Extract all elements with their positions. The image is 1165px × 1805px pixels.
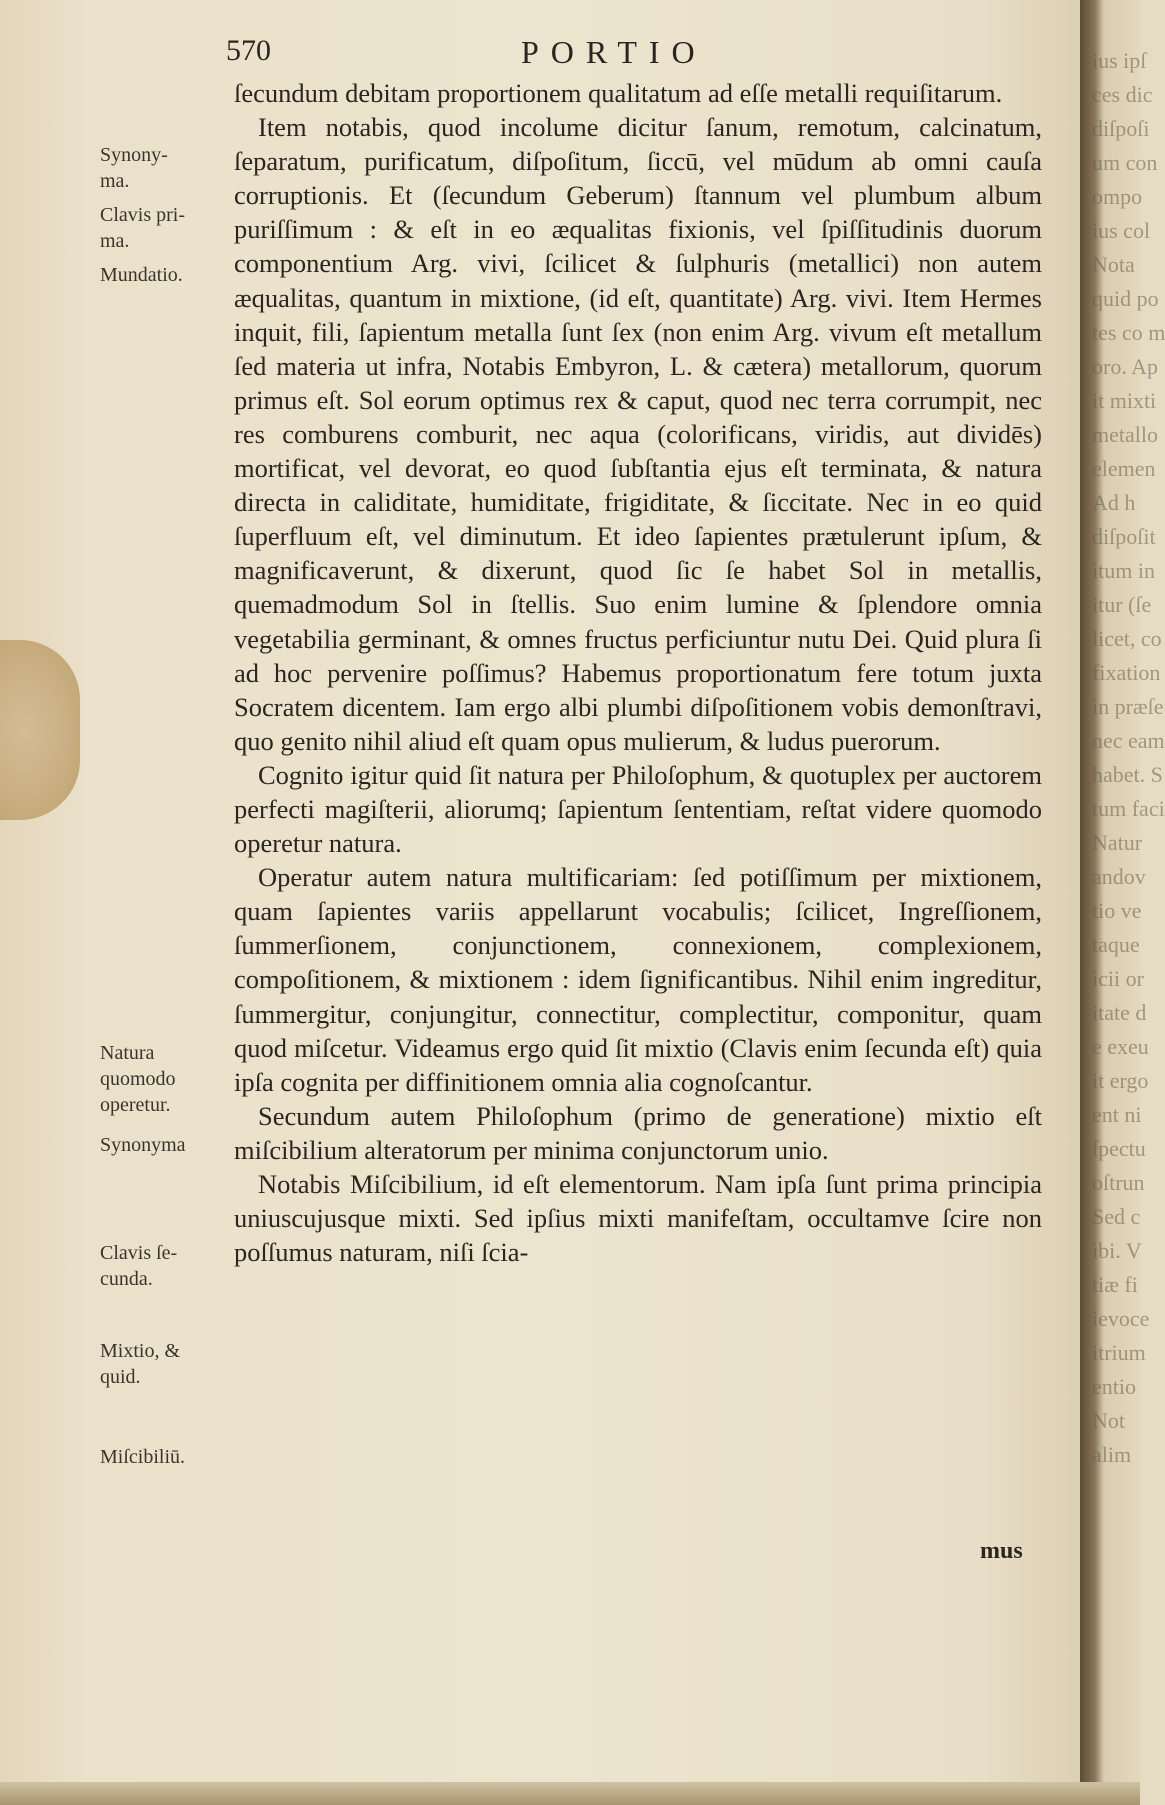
- facing-page-fragment: entio: [1092, 1374, 1136, 1399]
- facing-page-fragment: itum in: [1092, 558, 1155, 583]
- running-head: PORTIO: [521, 34, 707, 70]
- facing-page-fragment: ompo: [1092, 184, 1143, 209]
- facing-page-fragment: nec eam: [1092, 728, 1165, 753]
- facing-page-fragment: oſtrun: [1092, 1170, 1145, 1195]
- body-text: [234, 76, 1042, 1269]
- facing-page-fragment: ius ipſ: [1092, 48, 1147, 73]
- facing-page-fragment: quid po: [1092, 286, 1159, 311]
- paragraph: ſecundum debitam proportionem qualitatum ad eſſe metalli requiſitarum.: [234, 78, 1003, 108]
- margin-note: Synonyma: [100, 1134, 186, 1156]
- facing-page-fragment: oro. Ap: [1092, 354, 1158, 379]
- margin-note: Clavis pri- ma.: [100, 204, 185, 252]
- facing-page-fragment: Natur: [1092, 830, 1143, 855]
- facing-page-fragment: tiæ fi: [1092, 1272, 1138, 1297]
- paragraph: Cognito igitur quid ſit natura per Philoſophum, & quotuplex per auctorem perfecti magiſterii, aliorumq; ſapientum ſententiam, reſtat videre quomodo operetur natura.: [234, 759, 1042, 859]
- facing-page-fragment: Not: [1092, 1408, 1125, 1433]
- facing-page-fragment: habet. S: [1092, 762, 1163, 787]
- page-bottom-edge: [0, 1782, 1140, 1805]
- facing-page-fragment: ibi. V: [1092, 1238, 1142, 1263]
- facing-page-fragment: tum faci: [1092, 796, 1165, 821]
- facing-page-fragment: alim: [1092, 1442, 1132, 1467]
- facing-page-fragment: Nota: [1092, 252, 1135, 277]
- facing-page-fragment: andov: [1092, 864, 1146, 889]
- facing-page-fragment: it ergo: [1092, 1068, 1149, 1093]
- facing-page-fragment: taque: [1092, 932, 1140, 957]
- facing-page-fragment: in præſe: [1092, 694, 1164, 719]
- margin-note: Miſcibiliū.: [100, 1446, 185, 1468]
- facing-page-fragment: tio ve: [1092, 898, 1142, 923]
- facing-page-fragment: elemen: [1092, 456, 1156, 481]
- margin-note: Mixtio, & quid.: [100, 1340, 181, 1388]
- facing-page-fragment: icii or: [1092, 966, 1144, 991]
- facing-page-edge: [1080, 0, 1165, 1805]
- facing-page-fragment: ent ni: [1092, 1102, 1142, 1127]
- facing-page-fragment: e exeu: [1092, 1034, 1149, 1059]
- paragraph: Notabis Miſcibilium, id eſt elementorum. Nam ipſa ſunt prima principia uniuscujusque mixti. Sed ipſius mixti manifeſtam, occultamve ſcire non poſſumus naturam, niſi ſcia-: [234, 1169, 1042, 1268]
- facing-page-fragment: diſpoſi: [1092, 116, 1150, 141]
- facing-page-fragment: fixation: [1092, 660, 1161, 685]
- page-header: [226, 34, 1046, 74]
- facing-page-fragment: itate d: [1092, 1000, 1147, 1025]
- paragraph: Operatur autem natura multificariam: ſed potiſſimum per mixtionem, quam ſapientes variis appellarunt vocabulis; ſcilicet, Ingreſſionem, ſummerſionem, conjunctionem, connexionem, complexionem, compoſitionem, & mixtionem : idem ſignificantibus. Nihil enim ingreditur, ſummergitur, conjungitur, connectitur, complectitur, componitur, quam quod miſcetur. Videamus ergo quid ſit mixtio (Clavis enim ſecunda eſt) quia ipſa cognita per diffinitionem omnia alia cognoſcantur.: [234, 862, 1042, 1097]
- facing-page-fragment: diſpoſit: [1092, 524, 1156, 549]
- facing-page-fragment: ievoce: [1092, 1306, 1150, 1331]
- facing-page-fragment: Sed c: [1092, 1204, 1141, 1229]
- margin-note: Mundatio.: [100, 264, 183, 286]
- paragraph: Secundum autem Philoſophum (primo de generatione) mixtio eſt miſcibilium alteratorum per minima conjunctorum unio.: [234, 1100, 1042, 1165]
- margin-note: Clavis ſe- cunda.: [100, 1242, 178, 1290]
- facing-page-fragment: um con: [1092, 150, 1158, 175]
- facing-page-fragment: it mixti: [1092, 388, 1157, 413]
- paragraph: Item notabis, quod incolume dicitur ſanum, remotum, calcinatum, ſeparatum, purificatum, diſpoſitum, ſiccū, vel mūdum ab omni cauſa corruptionis. Et (ſecundum Geberum) ſtannum vel plumbum album puriſſimum : & eſt in eo æqualitas fixionis, vel ſpiſſitudinis duorum componentium Arg. vivi, ſcilicet & ſulphuris (metallici) non autem æqualitas, quantum in mixtione, (id eſt, quantitate) Arg. vivi. Item Hermes inquit, fili, ſapientum metalla ſunt ſex (non enim Arg. vivum eſt metallum ſed materia ut infra, Notabis Embyron, L. & cætera) metallorum, quorum primus eſt. Sol eorum optimus rex & caput, quod nec terra corrumpit, nec res comburens comburit, nec aqua (colorificans, viridis, aut dividēs) mortificat, vel devorat, eo quod ſubſtantia ejus eſt terminata, & natura directa in caliditate, humiditate, frigiditate, & ſiccitate. Nec in eo quid ſuperfluum eſt, vel diminutum. Et ideo ſapientes prætulerunt ipſum, & magnificaverunt, & dixerunt, quod ſic ſe habet Sol in metallis, quemadmodum Sol in ſtellis. Suo enim lumine & ſplendore omnia vegetabilia germinant, & omnes fructus perficiuntur nutu Dei. Quid plura ſi ad hoc pervenire poſſimus? Habemus proportionatum fere totum juxta Socratem dicentem. Iam ergo albi plumbi diſpoſitionem vobis demonſtravi, quo genito nihil aliud eſt quam opus mulierum, & ludus puerorum.: [234, 112, 1042, 756]
- facing-page-fragment: Ad h: [1092, 490, 1136, 515]
- facing-page-fragment: ſpectu: [1092, 1136, 1146, 1161]
- paper-tab: [0, 640, 80, 820]
- facing-page-fragment: tes co m: [1092, 320, 1165, 345]
- margin-note: Natura quomodo operetur.: [100, 1042, 176, 1116]
- catchword: mus: [980, 1538, 1023, 1564]
- margin-note: Synony- ma.: [100, 144, 168, 192]
- facing-page-fragment: licet, co: [1092, 626, 1162, 651]
- facing-page-fragment: itrium: [1092, 1340, 1146, 1365]
- facing-page-fragment: ces dic: [1092, 82, 1153, 107]
- facing-page-fragment: itur (ſe: [1092, 592, 1152, 617]
- facing-page-fragment: metallo: [1092, 422, 1158, 447]
- facing-page-fragment: ius col: [1092, 218, 1151, 243]
- page-number: 570: [226, 34, 271, 67]
